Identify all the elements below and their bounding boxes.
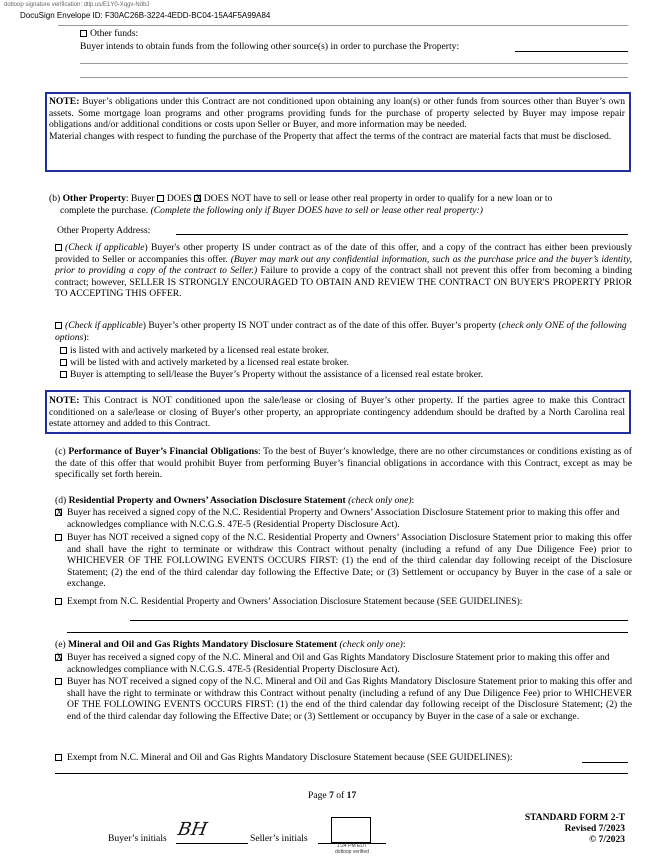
disclosure-exempt-blank-2[interactable] <box>67 632 628 633</box>
section-d-title: Residential Property and Owners’ Association Disclosure Statement <box>68 495 346 506</box>
other-funds-text: Buyer intends to obtain funds from the following other source(s) in order to purchase the Property: <box>80 41 460 52</box>
mineral-exempt-blank[interactable] <box>582 762 628 763</box>
property-option-3 <box>60 369 483 381</box>
mineral-exempt-checkbox[interactable] <box>55 752 65 764</box>
section-c-prefix: (c) <box>55 446 69 457</box>
other-funds-line-2[interactable] <box>80 63 628 64</box>
section-d-heading <box>55 495 414 507</box>
section-e-check-only: (check only one) <box>337 639 403 650</box>
section-e-title: Mineral and Oil and Gas Rights Mandatory Disclosure Statement <box>68 639 338 650</box>
not-under-contract-text-a: ) Buyer’s other property IS NOT under contract as of the date of this offer. Buyer’s property ( <box>142 320 502 331</box>
section-c-title: Performance of Buyer’s Financial Obligations <box>68 446 258 457</box>
page-prefix: Page <box>308 790 330 801</box>
page-of: of <box>333 790 347 801</box>
section-b-heading <box>49 193 631 205</box>
note-funding-text <box>49 96 625 142</box>
dotloop-stamp-label: dotloop verified <box>335 849 369 855</box>
mineral-received-label: Buyer has received a signed copy of the N.C. Mineral and Oil and Gas Rights Mandatory Disclosure Statement prior to making this offer and acknowledges compliance with N.C.G.S. 47E-5 (Residential Property Disclosure Act). <box>67 652 610 675</box>
dotloop-verification[interactable]: dotloop signature verification: dtlp.us/E1Y0-Xqgv-NdbJ <box>4 2 150 8</box>
note2-body: This Contract is NOT conditioned upon the sale/lease or closing of Buyer’s other property. If the parties agree to make this Contract conditioned on a sale/lease or closing of Buyer's other property, an appropriate contingency addendum should be drafted by a North Carolina real estate attorney and added to this Contract. <box>49 395 625 430</box>
note-funding-p1: Buyer’s obligations under this Contract are not conditioned upon obtaining any loan(s) or other funds from sources other than Buyer’s own assets. Some mortgage loan programs and other programs providing funds for the purchase of property selected by Buyer may impose repair obligations and/or additional conditions or costs upon Seller or Buyer, and more information may be needed. <box>49 96 625 131</box>
note2-label: NOTE: <box>49 395 80 406</box>
page-current: 7 <box>329 790 334 801</box>
mineral-exempt-label: Exempt from N.C. Mineral and Oil and Gas Rights Mandatory Disclosure Statement because (SEE GUIDELINES): <box>67 752 513 763</box>
property-option-2-label: will be listed with and actively marketed by a licensed real estate broker. <box>70 357 349 368</box>
does-label: DOES <box>166 193 195 204</box>
disclosure-received-label: Buyer has received a signed copy of the N.C. Residential Property and Owners’ Association Disclosure Statement prior to making this offer and acknowledges compliance with N.C.G.S. 47E-5 (Residential Property Disclosure Act). <box>67 507 620 530</box>
docusign-envelope-id: DocuSign Envelope ID: F30AC26B-3224-4EDD-BC04-15A4F5A99A84 <box>20 11 271 20</box>
other-funds-option <box>80 28 138 40</box>
page-number <box>308 790 368 802</box>
other-property-address-field[interactable] <box>176 234 628 235</box>
under-contract-text-a: ) Buyer's other property IS under contract as of the date of this offer, and a copy of the contract has either been previously provided to Seller or accompanies this offer. <box>55 242 632 265</box>
section-b-not-under-contract <box>55 320 632 343</box>
property-option-2-checkbox[interactable] <box>60 359 67 366</box>
section-b-title: Other Property <box>62 193 126 204</box>
section-d-prefix: (d) <box>55 495 69 506</box>
property-option-1 <box>60 345 329 357</box>
property-option-3-label: Buyer is attempting to sell/lease the Buyer’s Property without the assistance of a licensed real estate broker. <box>70 369 484 380</box>
does-checkbox[interactable] <box>157 195 164 202</box>
mineral-not-received-label: Buyer has NOT received a signed copy of the N.C. Mineral and Oil and Gas Rights Mandatory Disclosure Statement prior to making this offer and shall have the right to terminate or withdraw this Contract without penalty (including a refund of any Due Diligence Fee) prior to WHICHEVER OF THE FOLLOWING EVENTS OCCURS FIRST: (1) the end of the third calendar day following receipt of the Disclosure Statement; (2) the end of the third calendar day following the Effective Date; or (3) Settlement or occupancy by Buyer in the case of a sale or exchange. <box>67 676 632 722</box>
under-contract-condition: (Check if applicable <box>65 242 145 253</box>
disclosure-not-received-label: Buyer has NOT received a signed copy of the N.C. Residential Property and Owners’ Association Disclosure Statement prior to making this offer and shall have the right to terminate or withdraw this Contract without penalty (including a refund of any Due Diligence Fee) prior to WHICHEVER OF THE FOLLOWING EVENTS OCCURS FIRST: (1) the end of the third calendar day following receipt of the Disclosure Statement; (2) the end of the third calendar day following the Effective Date; or (3) Settlement or occupancy by Buyer in the case of a sale or exchange. <box>67 532 632 590</box>
disclosure-exempt-label: Exempt from N.C. Residential Property and Owners’ Association Disclosure Statement because (SEE GUIDELINES): <box>67 596 523 607</box>
mineral-not-received-checkbox[interactable] <box>55 676 65 688</box>
not-under-contract-condition: (Check if applicable <box>65 320 143 331</box>
under-contract-text-b: Failure to provide a copy of the contract shall not prevent this offer from becoming a binding contract; however, SELLER IS STRONGLY ENCOURAGED TO OBTAIN AND REVIEW THE CONTRACT ON BUYER'S PROPERTY PRIOR TO ACCEPTING THIS OFFER. <box>55 265 633 300</box>
section-d-check-only: (check only one) <box>345 495 412 506</box>
section-c-text: : To the best of Buyer’s knowledge, there are no other circumstances or conditions existing as of the date of this offer that would prohibit Buyer from performing Buyer’s financial obligations in accordance with this Contract, except as may be specifically set forth herein. <box>55 446 632 481</box>
buyer-initials-label: Buyer’s initials <box>108 833 167 844</box>
seller-initials-box[interactable] <box>331 817 371 843</box>
section-e-heading <box>55 639 406 651</box>
other-funds-label: Other funds: <box>90 28 139 39</box>
section-b-prefix: (b) <box>49 193 63 204</box>
section-d-colon: : <box>411 495 415 506</box>
under-contract-checkbox[interactable] <box>55 244 62 251</box>
note-label: NOTE: <box>49 96 80 107</box>
other-funds-checkbox[interactable] <box>80 30 87 37</box>
page-total: 17 <box>346 790 357 801</box>
other-funds-blank[interactable] <box>515 51 628 52</box>
property-option-3-checkbox[interactable] <box>60 371 67 378</box>
top-rule <box>58 25 628 26</box>
property-option-1-label: is listed with and actively marketed by a licensed real estate broker. <box>70 345 329 356</box>
note-contingency-text <box>49 395 625 430</box>
other-property-address-label: Other Property Address: <box>57 225 151 236</box>
section-b-line2 <box>60 205 630 217</box>
dotloop-stamp-time: 1:24 PM EDT <box>336 843 367 849</box>
section-b-line2-text: complete the purchase. <box>60 205 151 216</box>
disclosure-received-checkmark: X <box>56 507 63 517</box>
not-under-contract-italic: check only ONE of the following options <box>55 320 627 343</box>
buyer-initials-line[interactable] <box>176 843 248 844</box>
under-contract-italic: (Buyer may mark out any confidential information, such as the purchase price and the buyer’s identity, prior to providing a copy of the contract to Seller.) <box>55 253 632 277</box>
note-funding-p2: Material changes with respect to funding the purchase of the Property that affect the terms of the contract are material facts that must be disclosed. <box>49 130 612 142</box>
seller-initials-label: Seller’s initials <box>250 833 308 844</box>
dotloop-stamp <box>328 843 376 855</box>
property-option-2 <box>60 357 349 369</box>
section-c <box>55 446 632 481</box>
section-b-under-contract <box>55 242 632 300</box>
disclosure-exempt-blank[interactable] <box>130 620 628 621</box>
property-option-1-checkbox[interactable] <box>60 347 67 354</box>
disclosure-exempt-checkbox[interactable] <box>55 596 65 608</box>
does-not-checkmark: X <box>195 193 202 203</box>
section-b-line1a: : Buyer <box>125 193 157 204</box>
form-revised: Revised 7/2023 <box>564 824 625 834</box>
not-under-contract-text-b: ): <box>83 331 90 343</box>
mineral-received-checkmark: X <box>56 652 63 662</box>
form-name: STANDARD FORM 2-T <box>524 813 625 823</box>
mineral-received-option <box>55 652 65 664</box>
disclosure-not-received-checkbox[interactable] <box>55 532 65 544</box>
section-e-colon: : <box>402 639 406 650</box>
section-e-prefix: (e) <box>55 639 69 650</box>
buyer-initials-signature: BH <box>176 819 209 840</box>
form-copyright: © 7/2023 <box>589 835 625 845</box>
mineral-exempt-blank-2[interactable] <box>55 773 628 774</box>
section-b-line2-italic: (Complete the following only if Buyer DOES have to sell or lease other real property:) <box>150 205 483 216</box>
not-under-contract-checkbox[interactable] <box>55 322 62 329</box>
other-funds-line-3[interactable] <box>80 77 628 78</box>
section-b-line1b: DOES NOT have to sell or lease other real property in order to qualify for a new loan or to <box>203 193 553 204</box>
form-id-block <box>505 813 625 846</box>
